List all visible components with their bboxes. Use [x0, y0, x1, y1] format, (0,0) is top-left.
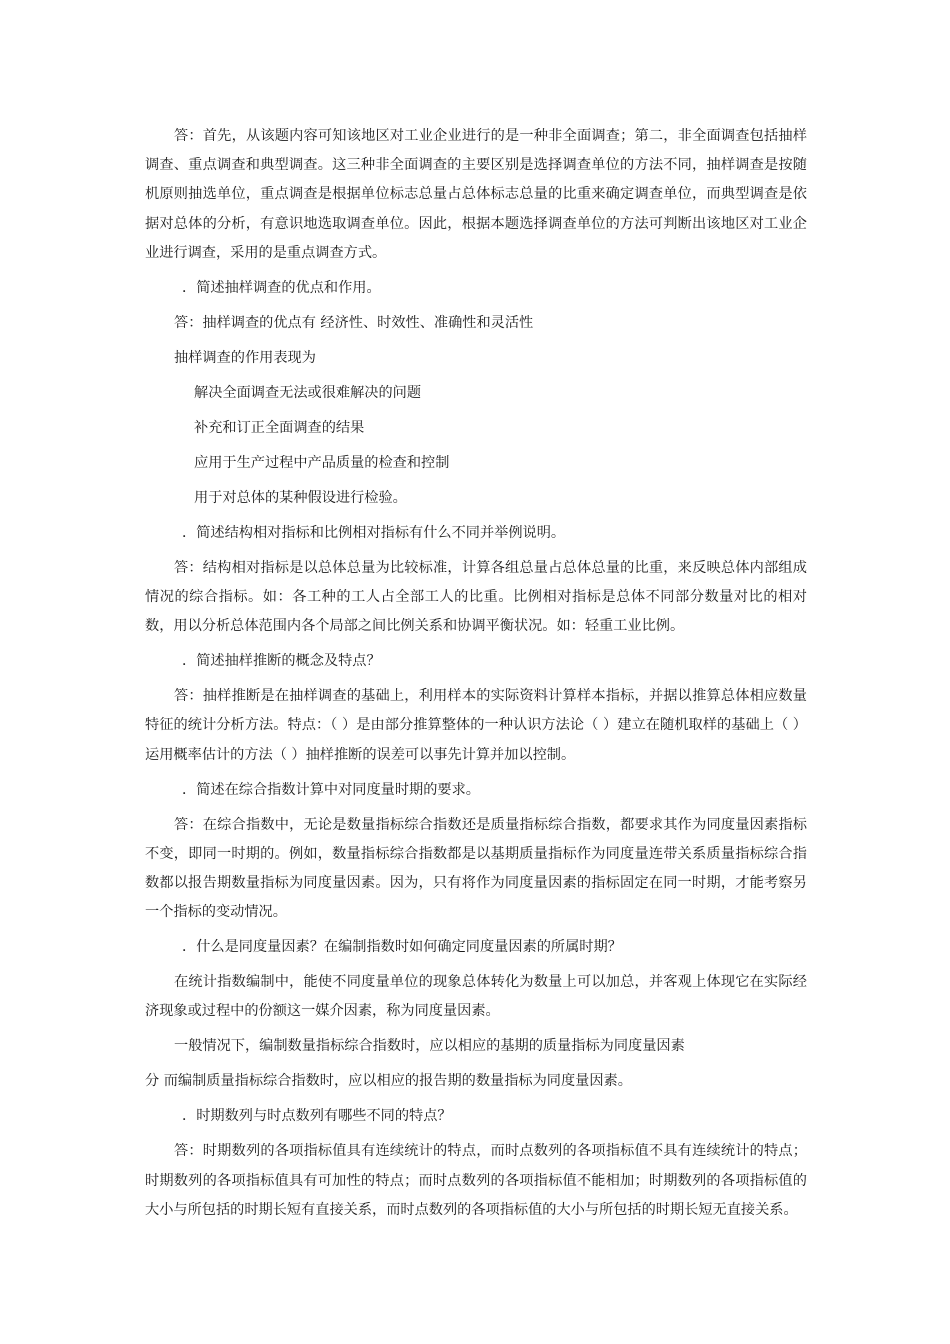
question-heading: ．简述在综合指数计算中对同度量时期的要求。	[182, 781, 480, 798]
answer-paragraph: 答：首先，从该题内容可知该地区对工业企业进行的是一种非全面调查；第二，非全面调查包括抽样调查、重点调查和典型调查。这三种非全面调查的主要区别是选择调查单位的方法不同，抽样调查是按随机原则抽选单位，重点调查是根据单位标志总量占总体标志总量的比重来确定调查单位，而典型调查是依据对总体的分析，有意识地选取调查单位。因此，根据本题选择调查单位的方法可判断出该地区对工业企业进行调查，采用的是重点调查方式。	[145, 128, 807, 261]
question-heading: ．简述结构相对指标和比例相对指标有什么不同并举例说明。	[182, 524, 566, 541]
question-heading: ．简述抽样调查的优点和作用。	[182, 279, 381, 296]
answer-paragraph: 答：抽样调查的优点有 经济性、时效性、准确性和灵活性	[174, 314, 534, 331]
question-heading: ．什么是同度量因素？在编制指数时如何确定同度量因素的所属时期？	[182, 939, 622, 956]
list-item: 补充和订正全面调查的结果	[194, 419, 365, 436]
question-heading: ．简述抽样推断的概念及特点？	[182, 653, 381, 670]
list-item: 用于对总体的某种假设进行检验。	[194, 489, 407, 506]
answer-paragraph: 答：在综合指数中，无论是数量指标综合指数还是质量指标综合指数，都要求其作为同度量因素指标不变，即同一时期的。例如，数量指标综合指数都是以基期质量指标作为同度量连带关系质量指标综合指数都以报告期数量指标为同度量因素。因为，只有将作为同度量因素的指标固定在同一时期，才能考察另一个指标的变动情况。	[145, 816, 807, 921]
answer-paragraph: 答：结构相对指标是以总体总量为比较标准，计算各组总量占总体总量的比重，来反映总体内部组成情况的综合指标。如：各工种的工人占全部工人的比重。比例相对指标是总体不同部分数量对比的相对数，用以分析总体范围内各个局部之间比例关系和协调平衡状况。如：轻重工业比例。	[145, 559, 807, 635]
list-item: 应用于生产过程中产品质量的检查和控制	[194, 454, 450, 471]
answer-paragraph: 抽样调查的作用表现为	[174, 349, 316, 366]
answer-paragraph: 一般情况下，编制数量指标综合指数时，应以相应的基期的质量指标为同度量因素	[174, 1038, 685, 1055]
answer-paragraph: 答：抽样推断是在抽样调查的基础上，利用样本的实际资料计算样本指标，并据以推算总体相应数量特征的统计分析方法。特点：（ ）是由部分推算整体的一种认识方法论（ ）建立在随机取样的基础上（ ）运用概率估计的方法（ ）抽样推断的误差可以事先计算并加以控制。	[145, 688, 807, 763]
list-item: 解决全面调查无法或很难解决的问题	[194, 384, 422, 401]
document-body	[145, 122, 807, 1231]
answer-paragraph: 在统计指数编制中，能使不同度量单位的现象总体转化为数量上可以加总，并客观上体现它在实际经济现象或过程中的份额这一媒介因素，称为同度量因素。	[145, 974, 807, 1020]
question-heading: ．时期数列与时点数列有哪些不同的特点？	[182, 1108, 452, 1125]
answer-paragraph: 答：时期数列的各项指标值具有连续统计的特点，而时点数列的各项指标值不具有连续统计的特点；时期数列的各项指标值具有可加性的特点；而时点数列的各项指标值不能相加；时期数列的各项指标值的大小与所包括的时期长短有直接关系，而时点数列的各项指标值的大小与所包括的时期长短无直接关系。	[145, 1143, 807, 1218]
answer-paragraph: 分 而编制质量指标综合指数时，应以相应的报告期的数量指标为同度量因素。	[145, 1073, 632, 1090]
